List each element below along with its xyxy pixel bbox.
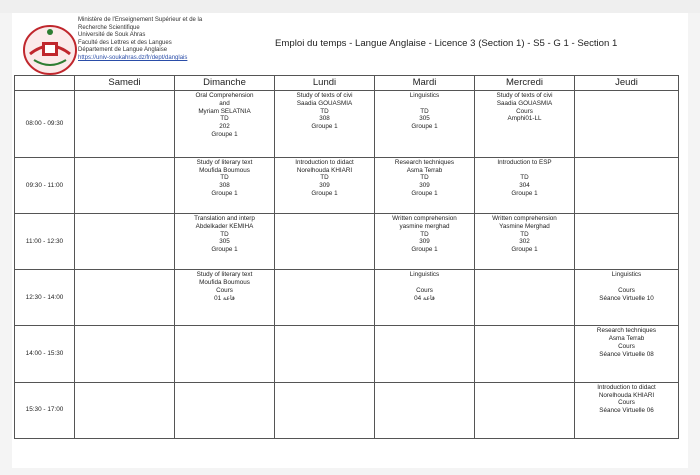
- session-cell-jeudi: [575, 91, 679, 158]
- session-line: Introduction to didact: [597, 383, 656, 391]
- session-cell-samedi: [75, 91, 175, 158]
- session-cell-samedi: [75, 214, 175, 270]
- time-slot-row: [15, 157, 679, 213]
- session-cell-mercredi: [475, 270, 575, 326]
- session-cell-lundi: [275, 270, 375, 326]
- session-line: TD: [320, 107, 329, 115]
- session-line: TD: [420, 107, 429, 115]
- session-cell-mardi: [375, 382, 475, 438]
- session-line: 309: [319, 182, 330, 190]
- session-cell-mercredi: [475, 214, 575, 270]
- session-cell-mercredi: [475, 382, 575, 438]
- session-line: TD: [220, 230, 229, 238]
- day-header-dimanche: Dimanche: [175, 76, 275, 91]
- session-cell-dimanche: [175, 157, 275, 213]
- session-line: Linguistics: [409, 271, 440, 279]
- session-line: TD: [220, 115, 229, 123]
- session-line: [375, 279, 474, 287]
- page-title: Emploi du temps - Langue Anglaise - Licence 3 (Section 1) - S5 - G 1 - Section 1: [275, 38, 618, 49]
- session-cell-lundi: [275, 91, 375, 158]
- session-cell-lundi: [275, 214, 375, 270]
- session-cell-lundi: [275, 326, 375, 382]
- session-line: 305: [419, 115, 430, 123]
- session-line: Groupe 1: [211, 130, 238, 138]
- time-slot-label: 12:30 - 14:00: [15, 270, 75, 326]
- top-bar: [0, 0, 700, 13]
- session-line: Introduction to didact: [295, 158, 354, 166]
- session-line: Séance Virtuelle 06: [599, 407, 654, 415]
- session-cell-dimanche: [175, 270, 275, 326]
- session-cell-jeudi: [575, 214, 679, 270]
- session-line: Cours: [618, 343, 635, 351]
- session-cell-samedi: [75, 326, 175, 382]
- session-line: [575, 279, 678, 287]
- session-cell-dimanche: [175, 91, 275, 158]
- session-line: Study of texts of civi: [296, 92, 353, 99]
- session-line: Séance Virtuelle 08: [599, 350, 654, 358]
- session-line: Groupe 1: [511, 190, 538, 198]
- session-line: 04 قاعة: [414, 294, 435, 302]
- session-cell-dimanche: [175, 326, 275, 382]
- session-line: Saadia GOUASMIA: [496, 99, 553, 107]
- session-line: Cours: [618, 399, 635, 407]
- session-line: and: [219, 99, 230, 107]
- session-cell-mardi: [375, 91, 475, 158]
- day-header-mercredi: Mercredi: [475, 76, 575, 91]
- day-header-samedi: Samedi: [75, 76, 175, 91]
- day-header-lundi: Lundi: [275, 76, 375, 91]
- day-header-jeudi: Jeudi: [575, 76, 679, 91]
- institution-line: Ministère de l'Enseignement Supérieur et de la: [78, 17, 203, 23]
- session-cell-mercredi: [475, 157, 575, 213]
- session-line: Research techniques: [394, 158, 455, 166]
- session-line: Groupe 1: [311, 190, 338, 198]
- session-cell-jeudi: [575, 270, 679, 326]
- session-line: Groupe 1: [411, 123, 438, 131]
- time-slot-row: [15, 326, 679, 382]
- session-line: 304: [519, 182, 530, 190]
- session-cell-mercredi: [475, 326, 575, 382]
- session-line: Cours: [416, 286, 433, 294]
- session-line: TD: [520, 174, 529, 182]
- session-line: TD: [420, 230, 429, 238]
- session-line: Linguistics: [611, 271, 642, 279]
- session-line: 308: [319, 115, 330, 123]
- session-line: 305: [219, 238, 230, 246]
- time-slot-label: 11:00 - 12:30: [15, 214, 75, 270]
- session-line: Myriam SELATNIA: [198, 107, 251, 115]
- session-line: Groupe 1: [411, 190, 438, 198]
- time-slot-row: [15, 214, 679, 270]
- institution-line: Faculté des Lettres et des Langues: [78, 39, 172, 46]
- time-slot-label: 15:30 - 17:00: [15, 382, 75, 438]
- time-slot-row: [15, 270, 679, 326]
- session-cell-lundi: [275, 382, 375, 438]
- session-line: 309: [419, 238, 430, 246]
- session-cell-jeudi: [575, 157, 679, 213]
- session-line: Moufida Boumous: [199, 279, 250, 287]
- institution-line: Recherche Scientifique: [78, 24, 140, 31]
- session-cell-mardi: [375, 214, 475, 270]
- session-line: Yasmine Merghad: [499, 222, 550, 230]
- session-line: Moufida Boumous: [199, 166, 250, 174]
- time-slot-row: [15, 382, 679, 438]
- session-cell-samedi: [75, 382, 175, 438]
- session-line: 01 قاعة: [214, 294, 235, 302]
- session-line: Groupe 1: [211, 190, 238, 198]
- session-line: TD: [420, 174, 429, 182]
- session-line: 308: [219, 182, 230, 190]
- session-cell-dimanche: [175, 382, 275, 438]
- session-line: Norelhouda KHIARI: [296, 166, 353, 174]
- session-line: Groupe 1: [411, 246, 438, 254]
- session-line: TD: [520, 230, 529, 238]
- session-cell-mercredi: [475, 91, 575, 158]
- session-line: 302: [519, 238, 530, 246]
- session-line: Introduction to ESP: [497, 158, 552, 166]
- session-line: Study of literary text: [196, 271, 253, 279]
- session-line: Study of texts of civi: [496, 92, 553, 99]
- session-line: Norelhouda KHIARI: [598, 391, 655, 399]
- session-line: Translation and interp: [194, 215, 255, 223]
- institution-line: Département de Langue Anglaise: [78, 47, 168, 54]
- session-line: TD: [220, 174, 229, 182]
- timetable-grid: [14, 75, 679, 439]
- session-cell-mardi: [375, 157, 475, 213]
- session-line: Groupe 1: [311, 123, 338, 131]
- session-line: Study of literary text: [196, 158, 253, 166]
- session-line: Asma Terrab: [608, 335, 645, 343]
- department-link[interactable]: https://univ-soukahras.dz/fr/dept/danglais: [78, 54, 188, 61]
- corner-cell: [15, 76, 75, 91]
- session-line: Amphi01-LL: [507, 115, 542, 123]
- university-logo-icon: [20, 20, 82, 78]
- session-cell-mardi: [375, 326, 475, 382]
- session-cell-mardi: [375, 270, 475, 326]
- time-slot-row: [15, 91, 679, 158]
- session-cell-lundi: [275, 157, 375, 213]
- session-line: Abdelkader KEMIHA: [195, 222, 254, 230]
- session-line: Séance Virtuelle 10: [599, 294, 654, 302]
- session-cell-jeudi: [575, 326, 679, 382]
- day-header-row: [15, 76, 679, 91]
- session-line: [375, 100, 474, 108]
- session-line: Groupe 1: [211, 246, 238, 254]
- session-line: Written comprehension: [392, 215, 457, 223]
- session-line: 202: [219, 123, 230, 131]
- time-slot-label: 14:00 - 15:30: [15, 326, 75, 382]
- institution-line: Université de Souk Ahras: [78, 32, 146, 39]
- session-line: Groupe 1: [511, 246, 538, 254]
- session-line: Cours: [216, 286, 233, 294]
- time-slot-label: 09:30 - 11:00: [15, 157, 75, 213]
- session-line: Asma Terrab: [406, 166, 443, 174]
- session-line: Linguistics: [409, 92, 440, 99]
- session-line: Cours: [516, 107, 533, 115]
- session-line: [475, 167, 574, 175]
- session-line: yasmine merghad: [399, 222, 450, 230]
- session-line: Cours: [618, 286, 635, 294]
- session-line: Written comprehension: [492, 215, 557, 223]
- session-cell-jeudi: [575, 382, 679, 438]
- session-line: Research techniques: [596, 327, 657, 335]
- session-cell-samedi: [75, 270, 175, 326]
- session-line: Saadia GOUASMIA: [296, 99, 353, 107]
- session-cell-dimanche: [175, 214, 275, 270]
- time-slot-label: 08:00 - 09:30: [15, 91, 75, 158]
- session-line: 309: [419, 182, 430, 190]
- institution-block: [78, 17, 278, 63]
- day-header-mardi: Mardi: [375, 76, 475, 91]
- session-cell-samedi: [75, 157, 175, 213]
- session-line: Oral Comprehension: [195, 92, 254, 99]
- session-line: TD: [320, 174, 329, 182]
